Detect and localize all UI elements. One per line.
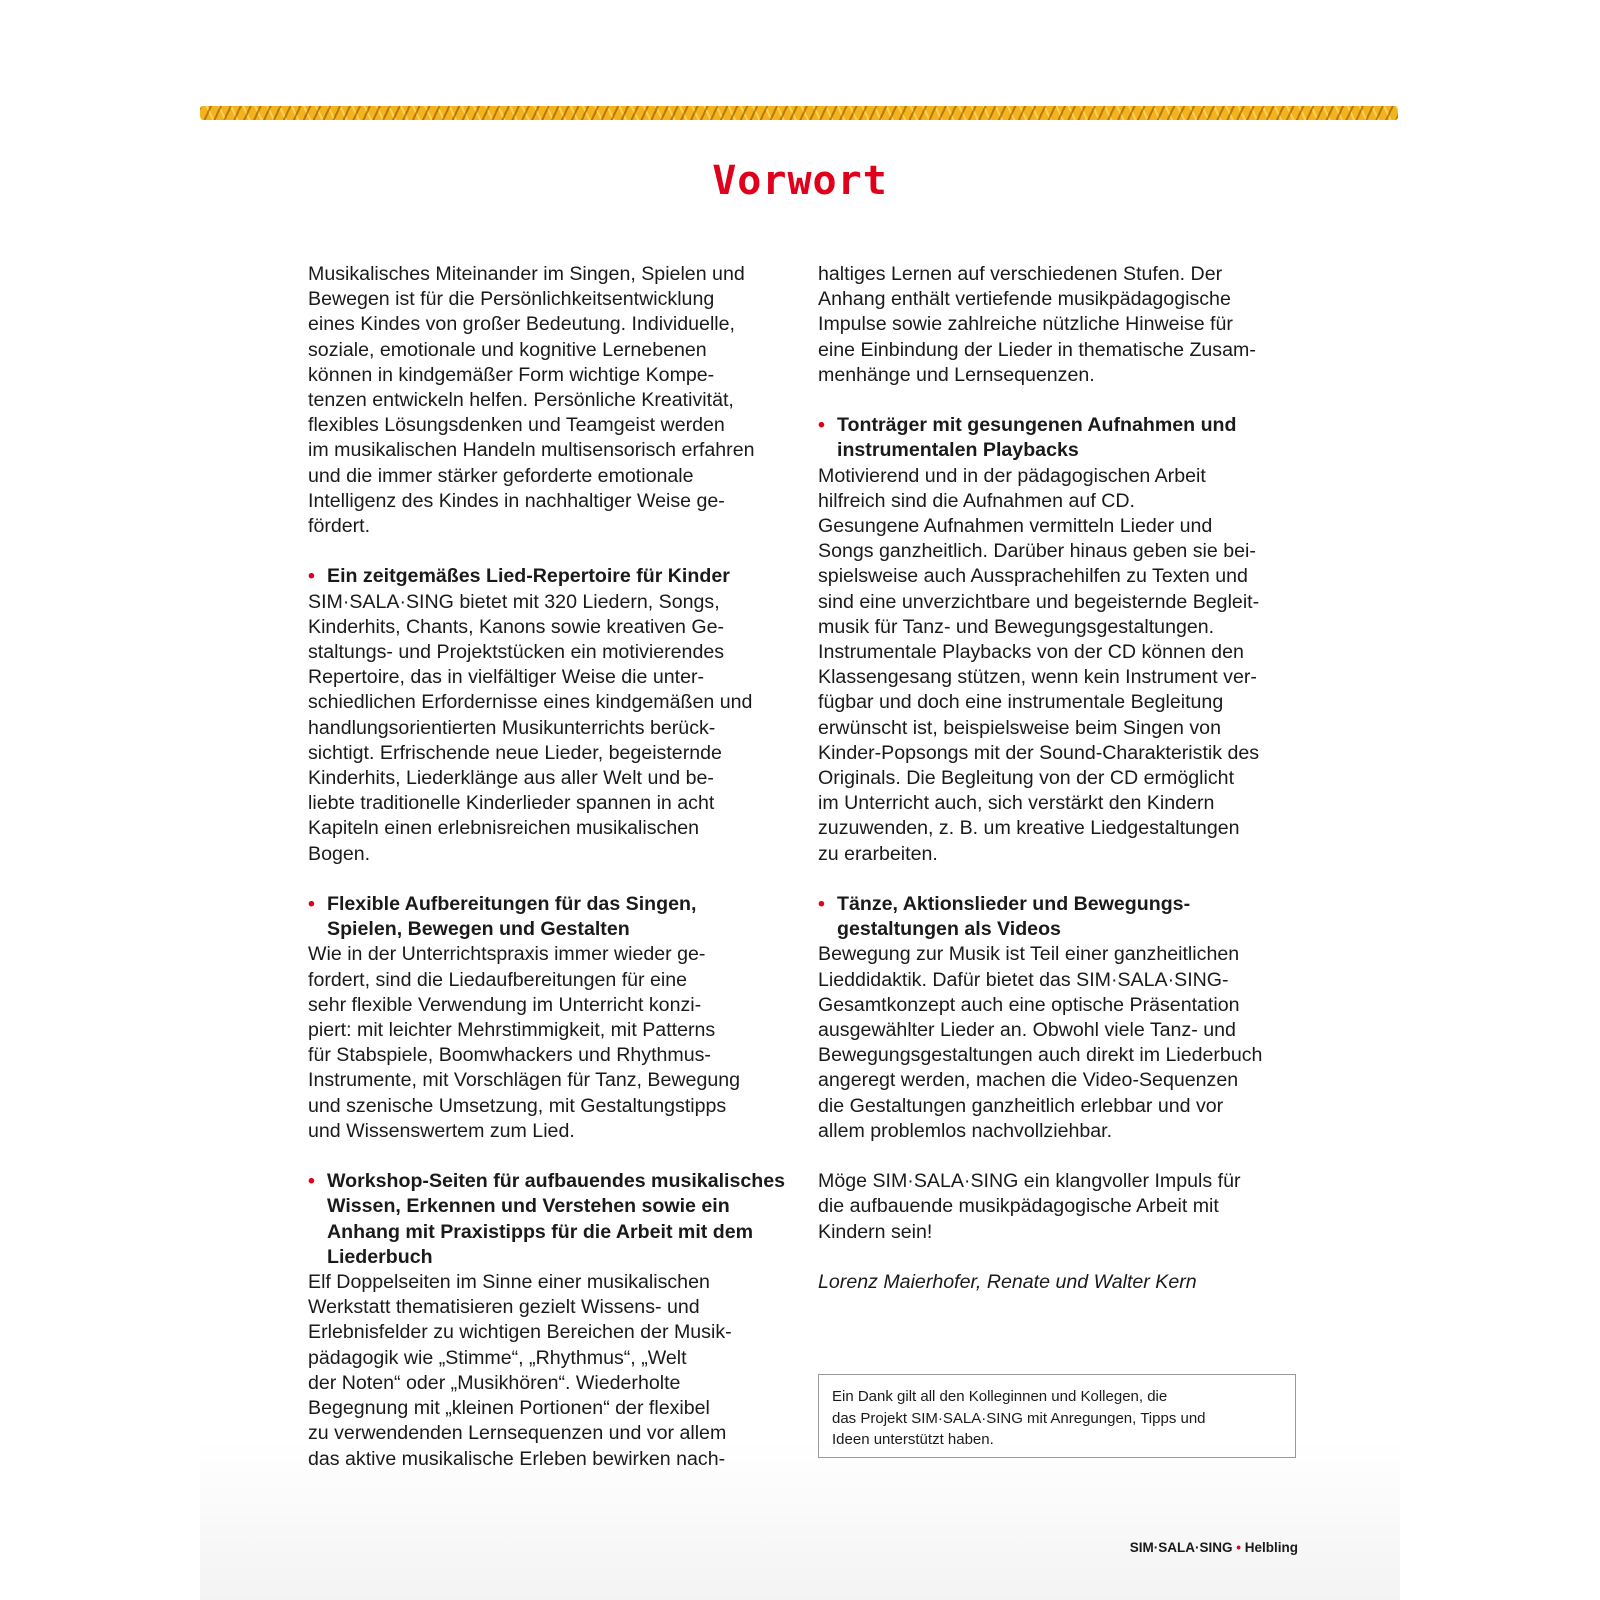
text-line: Lieddidaktik. Dafür bietet das SIM·SALA·SING- — [818, 968, 1229, 991]
page-footer — [1000, 1540, 1298, 1555]
text-line: Klassengesang stützen, wenn kein Instrument ver- — [818, 666, 1257, 689]
text-line: das Projekt SIM·SALA·SING mit Anregungen, Tipps und — [832, 1409, 1206, 1427]
text-line: Werkstatt thematisieren gezielt Wissens- und — [308, 1296, 700, 1319]
text-line: schiedlichen Erfordernisse eines kindgemäßen und — [308, 691, 753, 714]
bullet-icon: • — [818, 893, 825, 916]
section-flexible — [308, 892, 788, 1144]
text-line: piert: mit leichter Mehrstimmigkeit, mit Patterns — [308, 1019, 716, 1042]
heading-line: Tänze, Aktionslieder und Bewegungs- — [837, 893, 1191, 916]
text-line: Bewegen ist für die Persönlichkeitsentwicklung — [308, 288, 715, 311]
bullet-icon: • — [308, 1170, 315, 1193]
text-line: eine Einbindung der Lieder in thematische Zusam- — [818, 338, 1256, 361]
text-line: sichtigt. Erfrischende neue Lieder, begeisternde — [308, 741, 722, 764]
text-line: Instrumentale Playbacks von der CD können den — [818, 641, 1244, 664]
text-line: sind eine unverzichtbare und begeisternde Begleit- — [818, 590, 1260, 613]
text-line: haltiges Lernen auf verschiedenen Stufen. Der — [818, 263, 1223, 285]
left-column — [308, 262, 788, 1472]
text-line: menhänge und Lernsequenzen. — [818, 363, 1095, 386]
footer-bullet-icon: • — [1236, 1540, 1241, 1555]
text-line: und szenische Umsetzung, mit Gestaltungstipps — [308, 1094, 727, 1117]
bullet-icon: • — [308, 893, 315, 916]
text-line: zu erarbeiten. — [818, 842, 938, 865]
text-line: handlungsorientierten Musikunterrichts berück- — [308, 716, 716, 739]
text-line: Elf Doppelseiten im Sinne einer musikalischen — [308, 1271, 710, 1294]
text-line: Kinderhits, Chants, Kanons sowie kreativen Ge- — [308, 615, 725, 638]
heading-line: Spielen, Bewegen und Gestalten — [327, 918, 630, 941]
text-line: und Wissenswertem zum Lied. — [308, 1119, 575, 1142]
text-line: Gesamtkonzept auch eine optische Präsentation — [818, 993, 1240, 1016]
text-line: die Gestaltungen ganzheitlich erlebbar und vor — [818, 1094, 1224, 1117]
text-line: das aktive musikalische Erleben bewirken nach- — [308, 1447, 726, 1470]
author-signature: Lorenz Maierhofer, Renate und Walter Kern — [818, 1271, 1197, 1294]
text-line: musik für Tanz- und Bewegungsgestaltungen. — [818, 615, 1215, 638]
text-line: für Stabspiele, Boomwhackers und Rhythmus- — [308, 1044, 711, 1067]
text-line: Instrumente, mit Vorschlägen für Tanz, Bewegung — [308, 1069, 741, 1092]
text-line: der Noten“ oder „Musikhören“. Wiederholte — [308, 1371, 681, 1394]
text-line: können in kindgemäßer Form wichtige Kompe- — [308, 363, 715, 386]
text-line: Motivierend und in der pädagogischen Arbeit — [818, 464, 1206, 487]
text-line: spielsweise auch Aussprachehilfen zu Texten und — [818, 565, 1248, 588]
text-line: Kinderhits, Liederklänge aus aller Welt und be- — [308, 767, 714, 790]
text-line: im Unterricht auch, sich verstärkt den Kindern — [818, 792, 1215, 815]
text-line: ausgewählter Lieder an. Obwohl viele Tanz- und — [818, 1019, 1236, 1042]
text-line: soziale, emotionale und kognitive Lernebenen — [308, 338, 707, 361]
text-line: erwünscht ist, beispielsweise beim Singen von — [818, 716, 1221, 739]
text-line: und die immer stärker geforderte emotionale — [308, 464, 694, 487]
text-line: Ideen unterstützt haben. — [832, 1431, 994, 1448]
text-line: allem problemlos nachvollziehbar. — [818, 1119, 1113, 1142]
text-line: SIM·SALA·SING bietet mit 320 Liedern, Songs, — [308, 590, 720, 613]
text-line: sehr flexible Verwendung im Unterricht konzi- — [308, 993, 702, 1016]
text-line: liebte traditionelle Kinderlieder spannen in acht — [308, 792, 715, 815]
acknowledgement-box — [818, 1374, 1296, 1458]
text-line: Bewegung zur Musik ist Teil einer ganzheitlichen — [818, 943, 1240, 966]
heading-line: Wissen, Erkennen und Verstehen sowie ein — [327, 1195, 730, 1218]
text-line: die aufbauende musikpädagogische Arbeit mit — [818, 1195, 1219, 1218]
text-line: im musikalischen Handeln multisensorisch erfahren — [308, 439, 755, 462]
continuation-paragraph — [818, 262, 1308, 388]
section-heading — [308, 1169, 788, 1270]
text-line: zu verwendenden Lernsequenzen und vor allem — [308, 1422, 727, 1445]
text-line: Anhang enthält vertiefende musikpädagogische — [818, 288, 1231, 311]
text-line: Repertoire, das in vielfältiger Weise die unter- — [308, 666, 705, 689]
text-line: Wie in der Unterrichtspraxis immer wieder ge- — [308, 943, 706, 966]
text-line: Musikalisches Miteinander im Singen, Spielen und — [308, 263, 745, 285]
text-line: Kinder-Popsongs mit der Sound-Charakteristik des — [818, 741, 1260, 764]
section-repertoire — [308, 564, 788, 866]
text-line: Impulse sowie zahlreiche nützliche Hinweise für — [818, 313, 1233, 336]
heading-line: Tonträger mit gesungenen Aufnahmen und — [837, 414, 1237, 437]
intro-paragraph — [308, 262, 788, 539]
heading-line: Workshop-Seiten für aufbauendes musikalisches — [327, 1170, 786, 1193]
text-line: Intelligenz des Kindes in nachhaltiger Weise ge- — [308, 489, 725, 512]
text-line: Gesungene Aufnahmen vermitteln Lieder und — [818, 515, 1213, 538]
text-line: Originals. Die Begleitung von der CD ermöglicht — [818, 767, 1235, 790]
text-line: Kapiteln einen erlebnisreichen musikalischen — [308, 817, 700, 840]
section-videos — [818, 892, 1308, 1144]
section-workshop — [308, 1169, 788, 1471]
text-line: Begegnung mit „kleinen Portionen“ der flexibel — [308, 1397, 710, 1420]
text-line: fügbar und doch eine instrumentale Begleitung — [818, 691, 1224, 714]
heading-line: instrumentalen Playbacks — [837, 439, 1079, 462]
heading-line: Liederbuch — [327, 1245, 433, 1268]
text-line: fördert. — [308, 515, 371, 538]
text-line: flexibles Lösungsdenken und Teamgeist werden — [308, 414, 725, 437]
text-line: staltungs- und Projektstücken ein motivierendes — [308, 641, 725, 664]
text-line: Möge SIM·SALA·SING ein klangvoller Impuls für — [818, 1170, 1241, 1193]
text-line: Bewegungsgestaltungen auch direkt im Liederbuch — [818, 1044, 1263, 1067]
heading-line: Flexible Aufbereitungen für das Singen, — [327, 893, 697, 916]
text-line: Erlebnisfelder zu wichtigen Bereichen der Musik- — [308, 1321, 732, 1344]
text-line: angeregt werden, machen die Video-Sequenzen — [818, 1069, 1239, 1092]
text-line: pädagogik wie „Stimme“, „Rhythmus“, „Welt — [308, 1346, 687, 1369]
text-line: Kindern sein! — [818, 1220, 933, 1243]
text-line: hilfreich sind die Aufnahmen auf CD. — [818, 489, 1135, 512]
heading-line: Ein zeitgemäßes Lied-Repertoire für Kinder — [327, 565, 730, 588]
text-line: tenzen entwickeln helfen. Persönliche Kreativität, — [308, 389, 734, 412]
section-recordings — [818, 413, 1308, 867]
page-title: Vorwort — [712, 158, 888, 204]
footer-publisher: Helbling — [1244, 1540, 1298, 1555]
heading-line: gestaltungen als Videos — [837, 918, 1061, 941]
text-line: zuzuwenden, z. B. um kreative Liedgestaltungen — [818, 817, 1240, 840]
section-heading — [818, 413, 1308, 463]
footer-brand: SIM·SALA·SING — [1129, 1540, 1233, 1555]
text-line: eines Kindes von großer Bedeutung. Individuelle, — [308, 313, 735, 336]
text-line: Bogen. — [308, 842, 371, 865]
rope-divider — [200, 106, 1398, 120]
bullet-icon: • — [818, 414, 825, 437]
closing-paragraph — [818, 1169, 1308, 1245]
text-line: Songs ganzheitlich. Darüber hinaus geben sie bei- — [818, 540, 1256, 563]
heading-line: Anhang mit Praxistipps für die Arbeit mit dem — [327, 1220, 754, 1243]
section-heading — [818, 892, 1308, 942]
section-heading — [308, 892, 788, 942]
bullet-icon: • — [308, 565, 315, 588]
right-column — [818, 262, 1308, 1295]
section-heading — [308, 564, 788, 589]
text-line: fordert, sind die Liedaufbereitungen für eine — [308, 968, 688, 991]
text-line: Ein Dank gilt all den Kolleginnen und Kollegen, die — [832, 1388, 1168, 1405]
